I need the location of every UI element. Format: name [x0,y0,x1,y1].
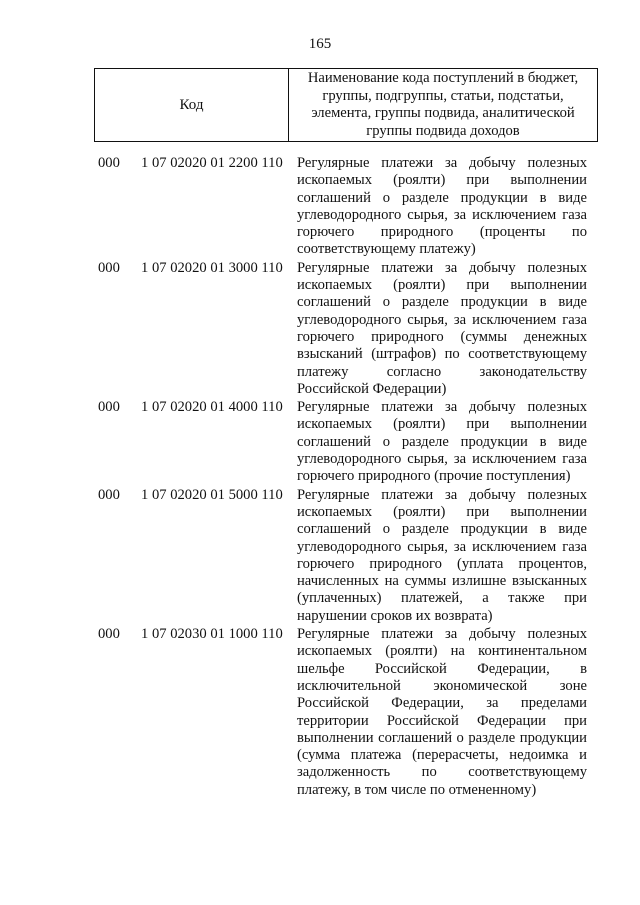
entry-row [0,399,640,486]
entry-description: Регулярные платежи за добычу полезных ископаемых (роялти) при выполнении соглашений о разделе продукции в виде углеводородного сырья, за исключением газа горючего природного (проценты по соответствующему платежу) [297,155,587,258]
entry-description: Регулярные платежи за добычу полезных ископаемых (роялти) при выполнении соглашений о разделе продукции в виде углеводородного сырья, за исключением газа горючего природного (суммы денежных взысканий (штрафов) по соответствующему платежу согласно законодательству Российской Федерации) [297,259,587,397]
entry-admin-code: 000 [98,155,120,171]
entries-list [0,155,640,800]
entry-row [0,260,640,399]
entry-admin-code: 000 [98,626,120,643]
entry-row [0,487,640,626]
entry-admin-code: 000 [98,486,120,503]
entry-description: Регулярные платежи за добычу полезных ископаемых (роялти) на континентальном шельфе Российской Федерации, в исключительной экономической зоне Российской Федерации, за пределами территории Российской Федерации при выполнении соглашений о разделе продукции (сумма платежа (перерасчеты, недоимка и задолженность по соответствующему платежу, в том числе по отмененному) [297,626,587,798]
entry-admin-code: 000 [98,259,120,276]
entry-description: Регулярные платежи за добычу полезных ископаемых (роялти) при выполнении соглашений о разделе продукции в виде углеводородного сырья, за исключением газа горючего природного (уплата процентов, начисленных на суммы излишне взысканных (уплаченных) платежей, а также при нарушении сроков их возврата) [297,486,587,624]
entry-admin-code: 000 [98,399,120,416]
entry-income-code: 1 07 02020 01 2200 110 [141,155,283,171]
entry-income-code: 1 07 02020 01 5000 110 [141,486,283,503]
header-name-cell: Наименование кода поступлений в бюджет, группы, подгруппы, статьи, подстатьи, элемента, группы подвида, аналитической группы подвида доходов [307,70,579,139]
entry-income-code: 1 07 02020 01 3000 110 [141,259,283,276]
entry-row [0,155,640,260]
entry-row [0,626,640,800]
table-header [94,68,598,142]
entry-income-code: 1 07 02020 01 4000 110 [141,399,283,416]
header-code-cell: Код [95,69,289,141]
entry-income-code: 1 07 02030 01 1000 110 [141,626,283,643]
page-number: 165 [308,36,332,52]
entry-description: Регулярные платежи за добычу полезных ископаемых (роялти) при выполнении соглашений о разделе продукции в виде углеводородного сырья, за исключением газа горючего природного (прочие поступления) [297,399,587,485]
